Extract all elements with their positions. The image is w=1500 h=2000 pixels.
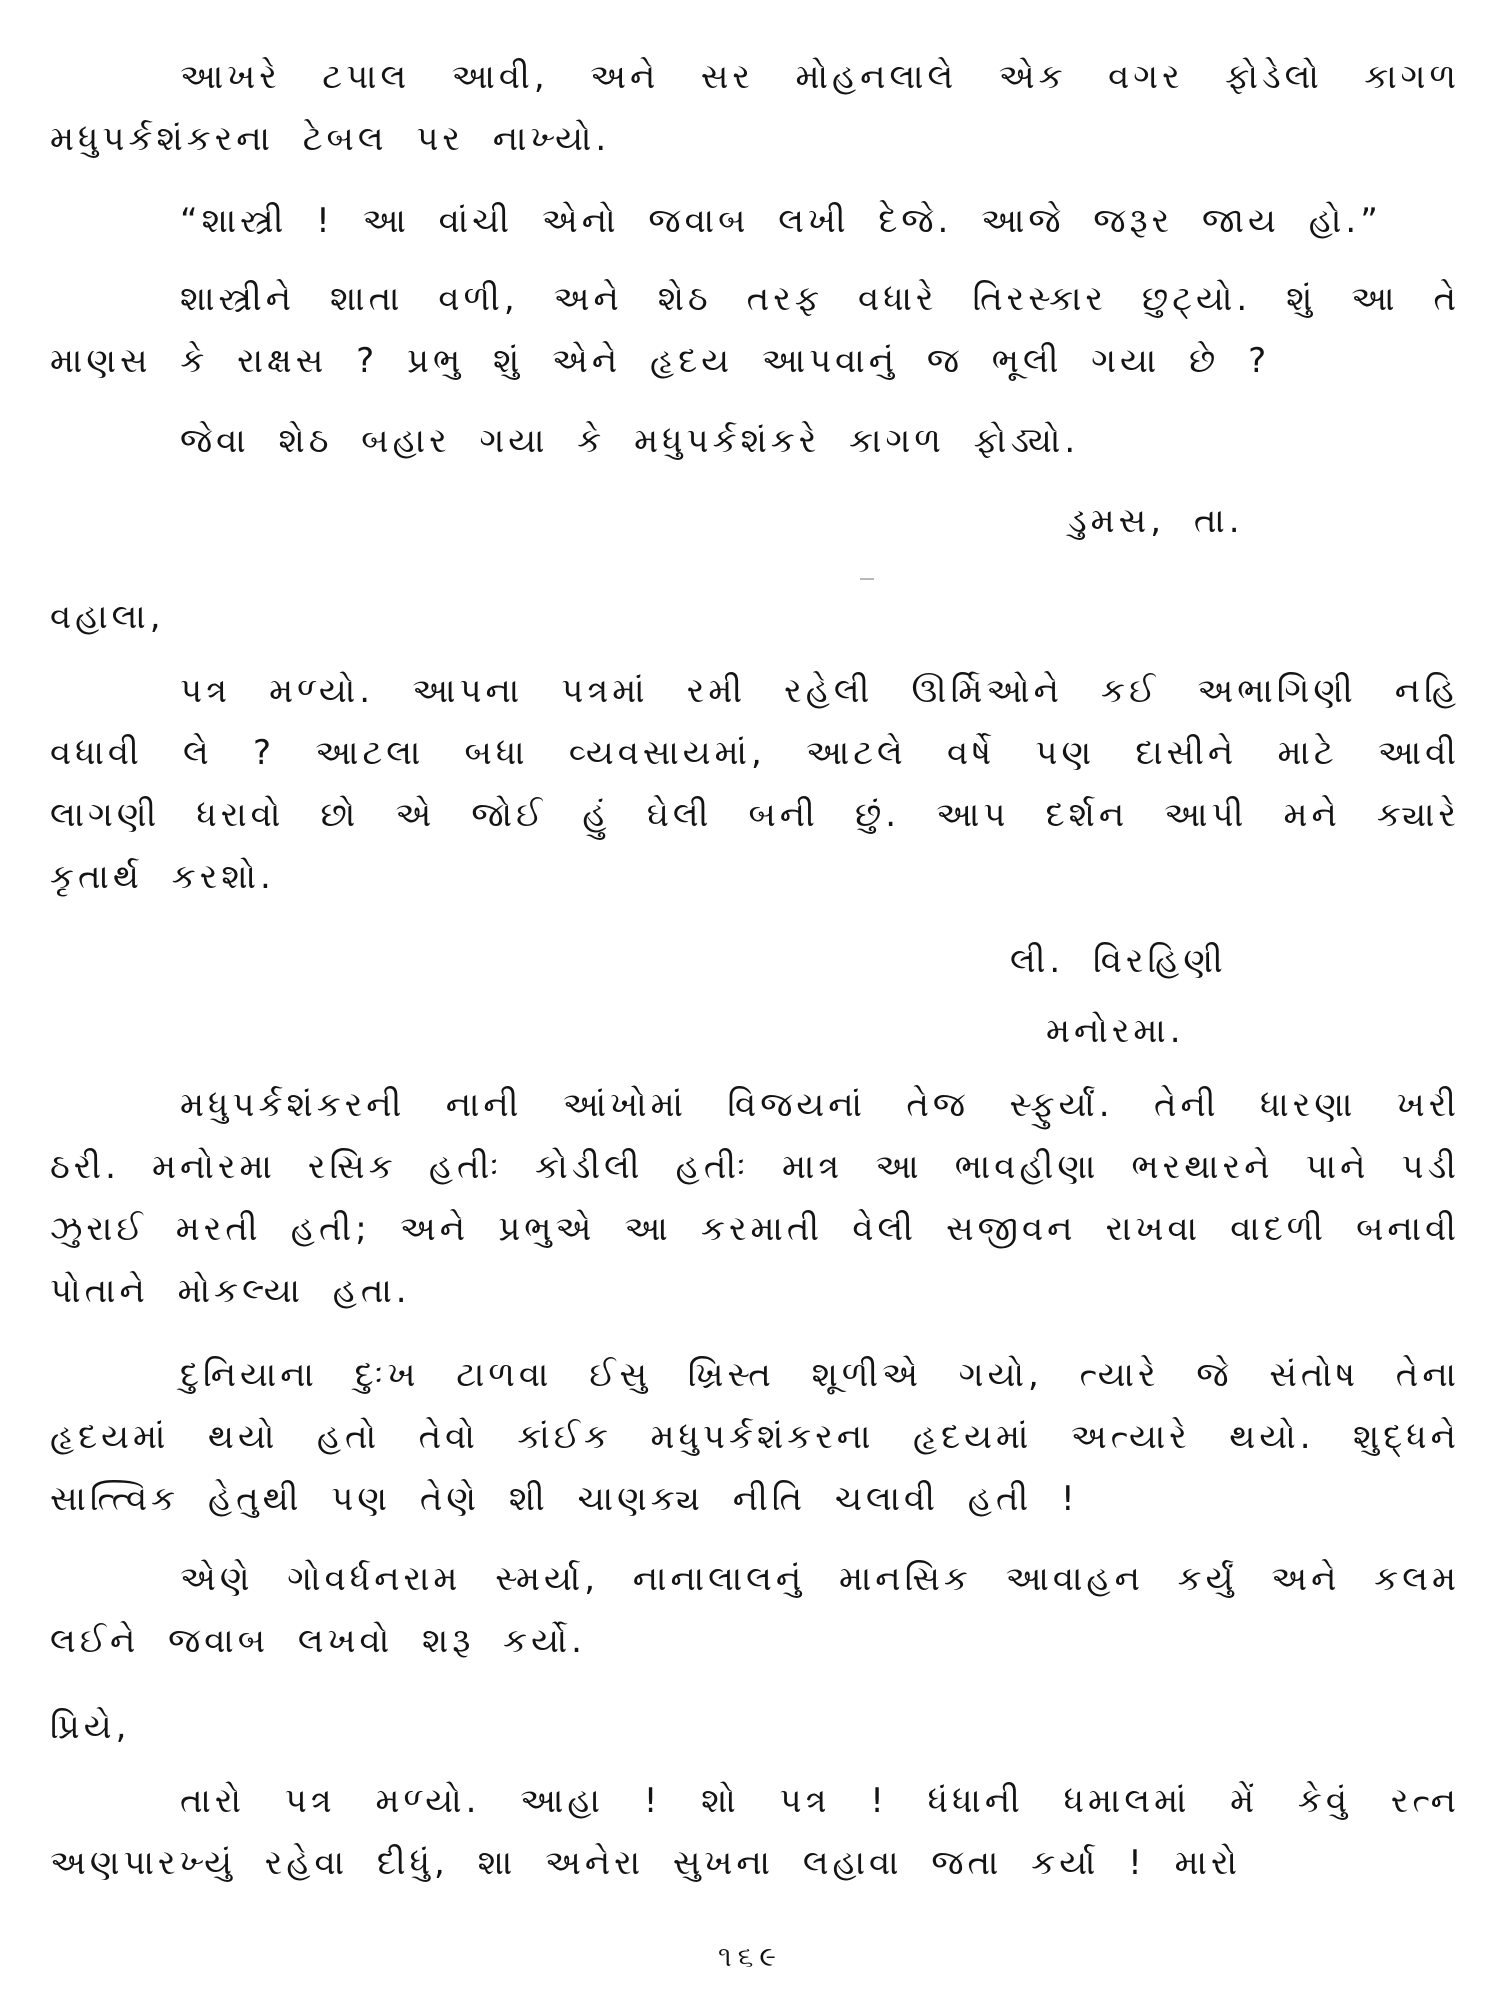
paragraph-shastri-relief: શાસ્ત્રીને શાતા વળી, અને શેઠ તરફ વધારે તિરસ્કાર છુટ્યો. શું આ તે માણસ કે રાક્ષસ ? પ્રભુ શું એને હૃદય આપવાનું જ ભૂલી ગયા છે ? bbox=[50, 279, 1460, 381]
paragraph-opens-letter: જેવા શેઠ બહાર ગયા કે મધુપર્કશંકરે કાગળ ફોડ્યો. bbox=[180, 421, 1080, 461]
letter-body: પત્ર મળ્યો. આપના પત્રમાં રમી રહેલી ઊર્મિઓને કઈ અભાગિણી નહિ વધાવી લે ? આટલા બધા વ્યવસાયમાં, આટલે વર્ષે પણ દાસીને માટે આવી લાગણી ધરાવો છો એ જોઈ હું ઘેલી બની છું. આપ દર્શન આપી મને ક્યારે કૃતાર્થ કરશો. bbox=[50, 671, 1460, 897]
paragraph-begins-reply: એણે ગોવર્ધનરામ સ્મર્યા, નાનાલાલનું માનસિક આવાહન કર્યું અને કલમ લઈને જવાબ લખવો શરૂ કર્યો. bbox=[50, 1559, 1460, 1661]
letter-salutation: વહાલા, bbox=[50, 597, 165, 637]
paragraph-seth-instruction: “શાસ્ત્રી ! આ વાંચી એનો જવાબ લખી દેજે. આજે જરૂર જાય હો.” bbox=[180, 201, 1382, 241]
page-number: ૧૬૯ bbox=[718, 1940, 782, 1973]
print-speck bbox=[860, 578, 874, 580]
letter-place-date: ડુમસ, તા. bbox=[1068, 501, 1244, 541]
reply-salutation: પ્રિયે, bbox=[50, 1707, 131, 1747]
paragraph-victory: મધુપર્કશંકરની નાની આંખોમાં વિજયનાં તેજ સ્ફુર્યાં. તેની ધારણા ખરી ઠરી. મનોરમા રસિક હતીઃ કોડીલી હતીઃ માત્ર આ ભાવહીણા ભરથારને પાને પડી ઝુરાઈ મરતી હતી; અને પ્રભુએ આ કરમાતી વેલી સજીવન રાખવા વાદળી બનાવી પોતાને મોકલ્યા હતા. bbox=[50, 1085, 1460, 1311]
letter-signature: મનોરમા. bbox=[1046, 1011, 1185, 1051]
reply-body: તારો પત્ર મળ્યો. આહા ! શો પત્ર ! ધંધાની ધમાલમાં મેં કેવું રત્ન અણપારખ્યું રહેવા દીધું, શા અનેરા સુખના લહાવા જતા કર્યા ! મારો bbox=[50, 1781, 1460, 1883]
letter-closing: લી. વિરહિણી bbox=[1010, 941, 1227, 981]
paragraph-mail-arrives: આખરે ટપાલ આવી, અને સર મોહનલાલે એક વગર ફોડેલો કાગળ મધુપર્કશંકરના ટેબલ પર નાખ્યો. bbox=[50, 57, 1460, 159]
paragraph-jesus-comparison: દુનિયાના દુઃખ ટાળવા ઈસુ ખ્રિસ્ત શૂળીએ ગયો, ત્યારે જે સંતોષ તેના હૃદયમાં થયો હતો તેવો કાંઈક મધુપર્કશંકરના હૃદયમાં અત્યારે થયો. શુદ્ધને સાત્ત્વિક હેતુથી પણ તેણે શી ચાણક્ય નીતિ ચલાવી હતી ! bbox=[50, 1355, 1460, 1519]
